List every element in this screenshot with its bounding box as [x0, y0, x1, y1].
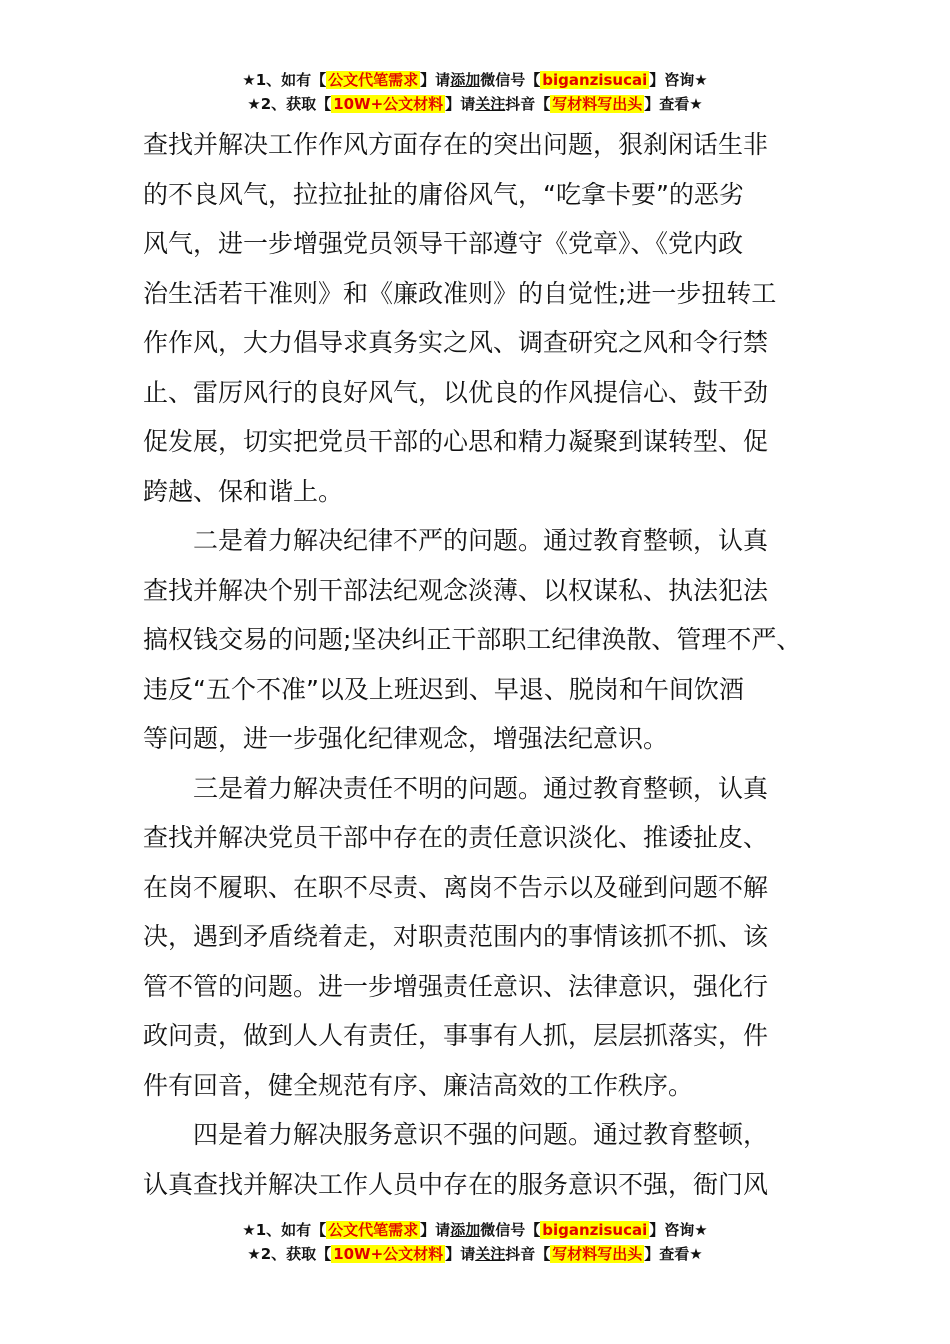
- text-line: 查找并解决工作作风方面存在的突出问题，狠刹闲话生非: [143, 130, 769, 159]
- text-line: 等问题，进一步强化纪律观念，增强法纪意识。: [143, 724, 669, 753]
- text-line: 止、雷厉风行的良好风气，以优良的作风提信心、鼓干劲: [143, 377, 769, 407]
- underlined-text: 关注: [475, 95, 506, 113]
- text-line: 作作风，大力倡导求真务实之风、调查研究之风和令行禁: [143, 328, 769, 357]
- highlight-wechat-id: biganzisucai: [542, 71, 648, 89]
- text-line: 促发展，切实把党员干部的心思和精力凝聚到谋转型、促: [143, 427, 769, 456]
- underlined-text: 关注: [475, 1245, 506, 1263]
- banner-text: ★1、如有【: [242, 71, 327, 89]
- highlight-douyin-id: 写材料写出头: [552, 95, 643, 113]
- banner-text: ★2、获取【: [247, 1245, 332, 1263]
- footer-banner: [0, 1218, 950, 1266]
- underlined-text: 添加: [450, 71, 481, 89]
- paragraph-start: 三是着力解决责任不明的问题。通过教育整顿，认真: [143, 773, 769, 803]
- highlight-materials: 10W+公文材料: [333, 95, 444, 113]
- banner-text: 抖音【: [505, 1245, 551, 1263]
- banner-text: 】请: [420, 1221, 451, 1239]
- banner-text: 抖音【: [505, 95, 551, 113]
- text-line: 管不管的问题。进一步增强责任意识、法律意识，强化行: [143, 971, 769, 1001]
- text-line: 风气，进一步增强党员领导干部遵守《党章》、《党内政: [143, 229, 744, 258]
- banner-line-2: [0, 1242, 950, 1266]
- banner-text: 】请: [420, 71, 451, 89]
- highlight-douyin-id: 写材料写出头: [552, 1245, 643, 1263]
- text-line: 政问责，做到人人有责任，事事有人抓，层层抓落实，件: [143, 1021, 769, 1050]
- text-line: 搞权钱交易的问题;坚决纠正干部职工纪律涣散、管理不严、: [143, 625, 802, 654]
- highlight-service: 公文代笔需求: [328, 71, 419, 89]
- text-line: 决，遇到矛盾绕着走，对职责范围内的事情该抓不抓、该: [143, 922, 769, 951]
- banner-text: 】咨询★: [649, 1221, 708, 1239]
- text-line: 跨越、保和谐上。: [143, 476, 344, 506]
- text-line: 认真查找并解决工作人员中存在的服务意识不强，衙门风: [143, 1169, 769, 1199]
- highlight-materials: 10W+公文材料: [333, 1245, 444, 1263]
- document-body: [143, 120, 823, 1209]
- text-line: 违反“五个不准”以及上班迟到、早退、脱岗和午间饮酒: [143, 674, 744, 704]
- banner-text: 】查看★: [644, 95, 703, 113]
- text-line: 治生活若干准则》和《廉政准则》的自觉性;进一步扭转工: [143, 278, 777, 308]
- paragraph-start: 二是着力解决纪律不严的问题。通过教育整顿，认真: [143, 526, 769, 555]
- banner-text: 】查看★: [644, 1245, 703, 1263]
- banner-text: 】咨询★: [649, 71, 708, 89]
- highlight-service: 公文代笔需求: [328, 1221, 419, 1239]
- banner-line-2: [0, 92, 950, 116]
- banner-text: ★1、如有【: [242, 1221, 327, 1239]
- text-line: 件有回音，健全规范有序、廉洁高效的工作秩序。: [143, 1070, 694, 1100]
- text-line: 在岗不履职、在职不尽责、离岗不告示以及碰到问题不解: [143, 872, 769, 902]
- banner-text: 微信号【: [480, 71, 541, 89]
- text-line: 查找并解决个别干部法纪观念淡薄、以权谋私、执法犯法: [143, 575, 769, 605]
- banner-line-1: [0, 1218, 950, 1242]
- highlight-wechat-id: biganzisucai: [542, 1221, 648, 1239]
- banner-line-1: [0, 68, 950, 92]
- text-line: 查找并解决党员干部中存在的责任意识淡化、推诿扯皮、: [143, 823, 769, 852]
- text-line: 的不良风气，拉拉扯扯的庸俗风气，“吃拿卡要”的恶劣: [143, 179, 744, 209]
- banner-text: 】请: [445, 95, 476, 113]
- banner-text: ★2、获取【: [247, 95, 332, 113]
- banner-text: 微信号【: [480, 1221, 541, 1239]
- underlined-text: 添加: [450, 1221, 481, 1239]
- header-banner: [0, 68, 950, 116]
- banner-text: 】请: [445, 1245, 476, 1263]
- paragraph-start: 四是着力解决服务意识不强的问题。通过教育整顿，: [143, 1120, 769, 1149]
